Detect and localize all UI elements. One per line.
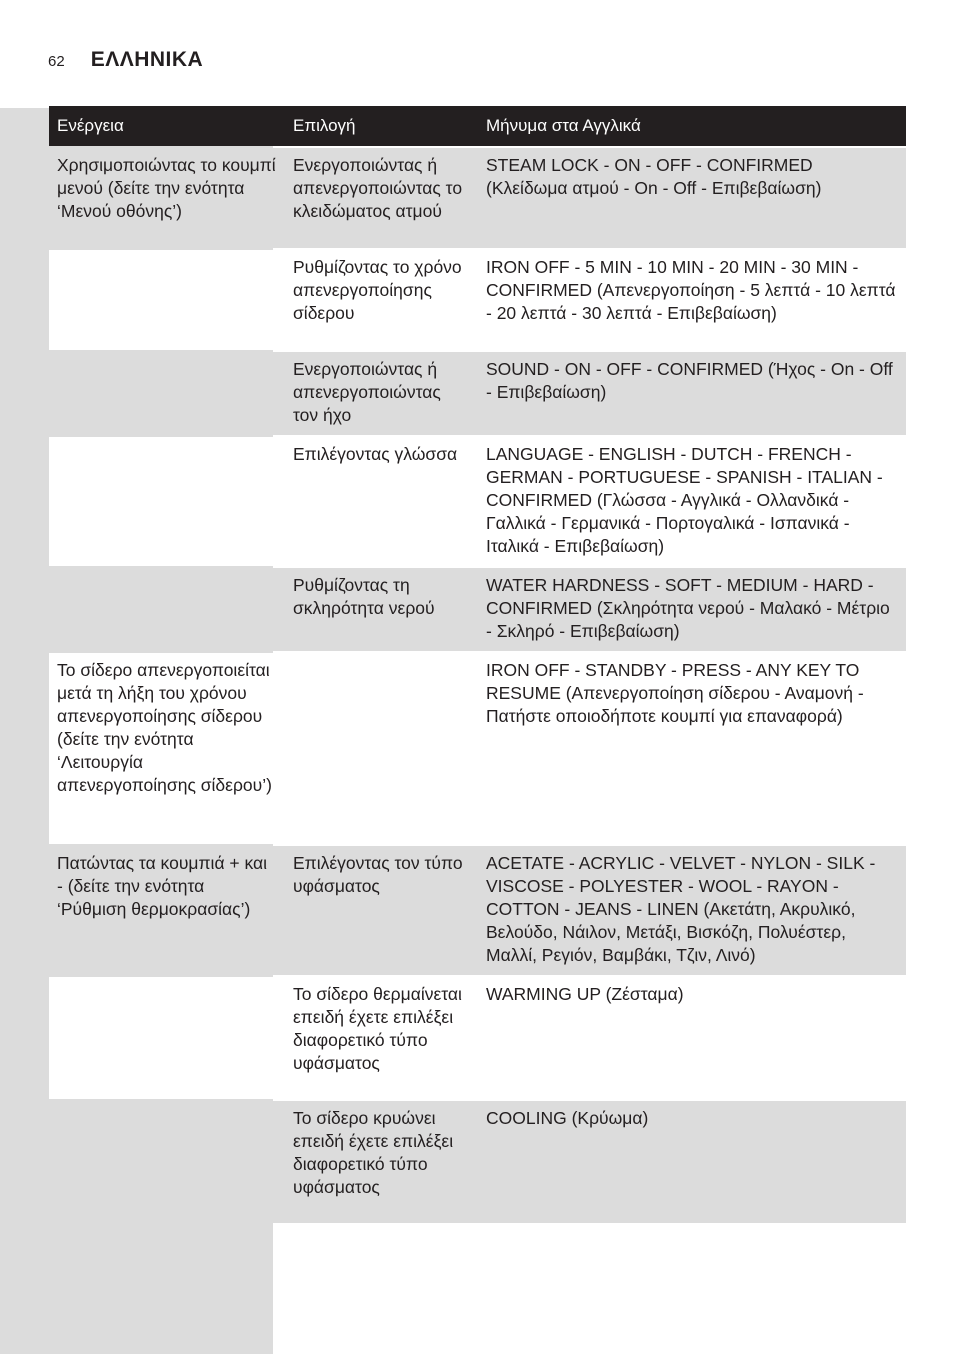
option-cell: Ενεργοποιώντας ή απενεργοποιώντας το κλειδώματος ατμού <box>285 148 478 248</box>
option-cell: Το σίδερο θερμαίνεται επειδή έχετε επιλέξει διαφορετικό τύπο υφάσματος <box>285 977 478 1099</box>
page-header <box>48 48 203 74</box>
table-header-row <box>49 106 906 146</box>
message-cell: WATER HARDNESS - SOFT - MEDIUM - HARD - CONFIRMED (Σκληρότητα νερού - Μαλακό - Μέτριο - Σκληρό - Επιβεβαίωση) <box>478 568 906 651</box>
option-cell: Επιλέγοντας τον τύπο υφάσματος <box>285 846 478 975</box>
option-cell: Το σίδερο κρυώνει επειδή έχετε επιλέξει διαφορετικό τύπο υφάσματος <box>285 1101 478 1223</box>
column-header-option: Επιλογή <box>285 106 478 146</box>
action-cell <box>49 437 285 566</box>
option-cell: Ενεργοποιώντας ή απενεργοποιώντας τον ήχο <box>285 352 478 435</box>
table-row <box>49 148 906 248</box>
action-cell: Το σίδερο απενεργοποιείται μετά τη λήξη του χρόνου απενεργοποίησης σίδερου (δείτε την ενότητα ‘Λειτουργία απενεργοποίησης σίδερου’) <box>49 653 285 844</box>
section-title: ΕΛΛΗΝΙΚΑ <box>90 48 204 71</box>
table-row <box>49 1101 906 1223</box>
action-cell <box>49 352 285 435</box>
message-cell: WARMING UP (Ζέσταμα) <box>478 977 906 1099</box>
table-row <box>49 846 906 975</box>
message-cell: STEAM LOCK - ON - OFF - CONFIRMED (Κλείδωμα ατμού - On - Off - Επιβεβαίωση) <box>478 148 906 248</box>
table-row <box>49 352 906 435</box>
option-cell: Ρυθμίζοντας το χρόνο απενεργοποίησης σίδερου <box>285 250 478 350</box>
action-cell: Πατώντας τα κουμπιά + και - (δείτε την ενότητα ‘Ρύθμιση θερμοκρασίας’) <box>49 846 285 975</box>
message-cell: IRON OFF - STANDBY - PRESS - ANY KEY TO RESUME (Απενεργοποίηση σίδερου - Αναμονή - Πατήστε οποιοδήποτε κουμπί για επαναφορά) <box>478 653 906 844</box>
message-cell: IRON OFF - 5 MIN - 10 MIN - 20 MIN - 30 MIN - CONFIRMED (Απενεργοποίηση - 5 λεπτά - 10 λεπτά - 20 λεπτά - 30 λεπτά - Επιβεβαίωση) <box>478 250 906 350</box>
message-cell: LANGUAGE - ENGLISH - DUTCH - FRENCH - GERMAN - PORTUGUESE - SPANISH - ITALIAN - CONFIRMED (Γλώσσα - Αγγλικά - Ολλανδικά - Γαλλικά - Γερμανικά - Πορτογαλικά - Ισπανικά - Ιταλικά - Επιβεβαίωση) <box>478 437 906 566</box>
left-gray-margin <box>0 108 49 1204</box>
message-cell: COOLING (Κρύωμα) <box>478 1101 906 1223</box>
message-cell: ACETATE - ACRYLIC - VELVET - NYLON - SILK - VISCOSE - POLYESTER - WOOL - RAYON - COTTON - JEANS - LINEN (Ακετάτη, Ακρυλικό, Βελούδο, Νάιλον, Μετάξι, Βισκόζη, Πολυέστερ, Μαλλί, Ρεγιόν, Βαμβάκι, Τζιν, Λινό) <box>478 846 906 975</box>
column-header-message: Μήνυμα στα Αγγλικά <box>478 106 906 146</box>
table-row <box>49 977 906 1099</box>
action-cell: Χρησιμοποιώντας το κουμπί μενού (δείτε την ενότητα ‘Μενού οθόνης’) <box>49 148 285 248</box>
page-number: 62 <box>48 53 65 70</box>
option-cell: Ρυθμίζοντας τη σκληρότητα νερού <box>285 568 478 651</box>
table-row <box>49 568 906 651</box>
action-cell <box>49 1101 285 1223</box>
column-header-action: Ενέργεια <box>49 106 285 146</box>
option-cell <box>285 653 478 844</box>
option-cell: Επιλέγοντας γλώσσα <box>285 437 478 566</box>
table-row <box>49 437 906 566</box>
display-messages-table <box>49 104 906 1225</box>
action-cell <box>49 568 285 651</box>
action-cell <box>49 250 285 350</box>
message-cell: SOUND - ON - OFF - CONFIRMED (Ήχος - On - Off - Επιβεβαίωση) <box>478 352 906 435</box>
table-row <box>49 250 906 350</box>
action-cell <box>49 977 285 1099</box>
table-row <box>49 653 906 844</box>
